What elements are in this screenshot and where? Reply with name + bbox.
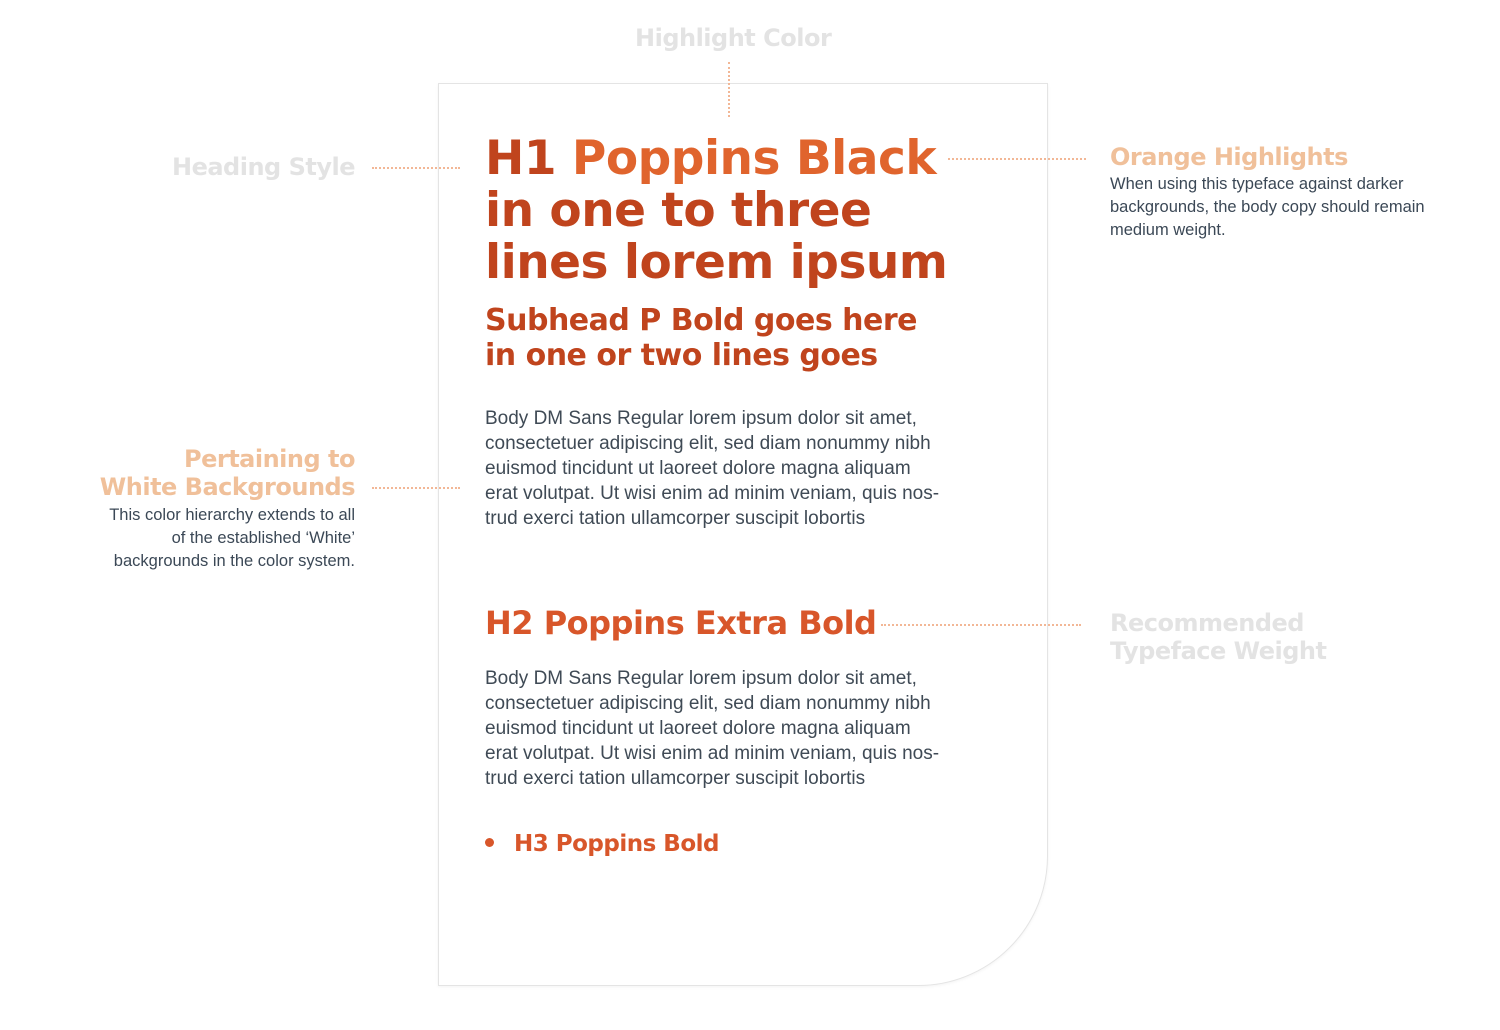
orange-highlights-title: Orange Highlights (1110, 143, 1348, 171)
h1-line-2: in one to three (485, 183, 872, 238)
body-line: euismod tincidunt ut laoreet dolore magna aliquam (485, 458, 911, 479)
white-backgrounds-line: backgrounds in the color system. (113, 552, 355, 570)
body-line: erat volutpat. Ut wisi enim ad minim veniam, quis nos- (485, 743, 940, 764)
highlight-color-connector (728, 62, 730, 117)
white-backgrounds-connector (372, 487, 460, 489)
h1-prefix: H1 (485, 131, 557, 186)
subhead-line: in one or two lines goes (485, 338, 878, 373)
white-backgrounds-line: This color hierarchy extends to all (109, 506, 355, 524)
heading-style-connector (372, 167, 460, 169)
orange-highlights-line: medium weight. (1110, 221, 1226, 239)
h1-accent: Poppins Black (571, 131, 937, 186)
body-line: erat volutpat. Ut wisi enim ad minim veniam, quis nos- (485, 483, 940, 504)
body-line: Body DM Sans Regular lorem ipsum dolor sit amet, (485, 668, 917, 689)
body-copy-2 (485, 666, 965, 791)
h1-line-1 (485, 133, 1005, 185)
h2-sample-heading: H2 Poppins Extra Bold (485, 604, 877, 642)
bullet-icon (485, 838, 494, 847)
white-backgrounds-title-line: White Backgrounds (99, 473, 355, 501)
body-copy-1 (485, 406, 965, 531)
body-line: consectetuer adipiscing elit, sed diam nonummy nibh (485, 433, 931, 454)
white-backgrounds-title (60, 445, 355, 501)
orange-highlights-line: backgrounds, the body copy should remain (1110, 198, 1425, 216)
h1-line-3: lines lorem ipsum (485, 235, 948, 290)
h1-sample-heading (485, 133, 1005, 289)
white-backgrounds-description (40, 504, 355, 573)
recommended-weight-title-line: Typeface Weight (1110, 637, 1327, 665)
white-backgrounds-title-line: Pertaining to (184, 445, 355, 473)
highlight-color-label: Highlight Color (635, 24, 832, 52)
white-backgrounds-line: of the established ‘White’ (171, 529, 355, 547)
body-line: consectetuer adipiscing elit, sed diam nonummy nibh (485, 693, 931, 714)
h3-sample-heading: H3 Poppins Bold (514, 831, 719, 857)
recommended-weight-title (1110, 609, 1410, 665)
recommended-weight-title-line: Recommended (1110, 609, 1304, 637)
body-line: trud exerci tation ullamcorper suscipit lobortis (485, 508, 866, 529)
body-line: euismod tincidunt ut laoreet dolore magna aliquam (485, 718, 911, 739)
body-line: trud exerci tation ullamcorper suscipit lobortis (485, 768, 866, 789)
orange-highlights-line: When using this typeface against darker (1110, 175, 1404, 193)
heading-style-label: Heading Style (172, 153, 355, 181)
body-line: Body DM Sans Regular lorem ipsum dolor sit amet, (485, 408, 917, 429)
orange-highlights-description (1110, 173, 1490, 242)
subhead-line: Subhead P Bold goes here (485, 303, 917, 338)
subhead-sample (485, 303, 1005, 373)
